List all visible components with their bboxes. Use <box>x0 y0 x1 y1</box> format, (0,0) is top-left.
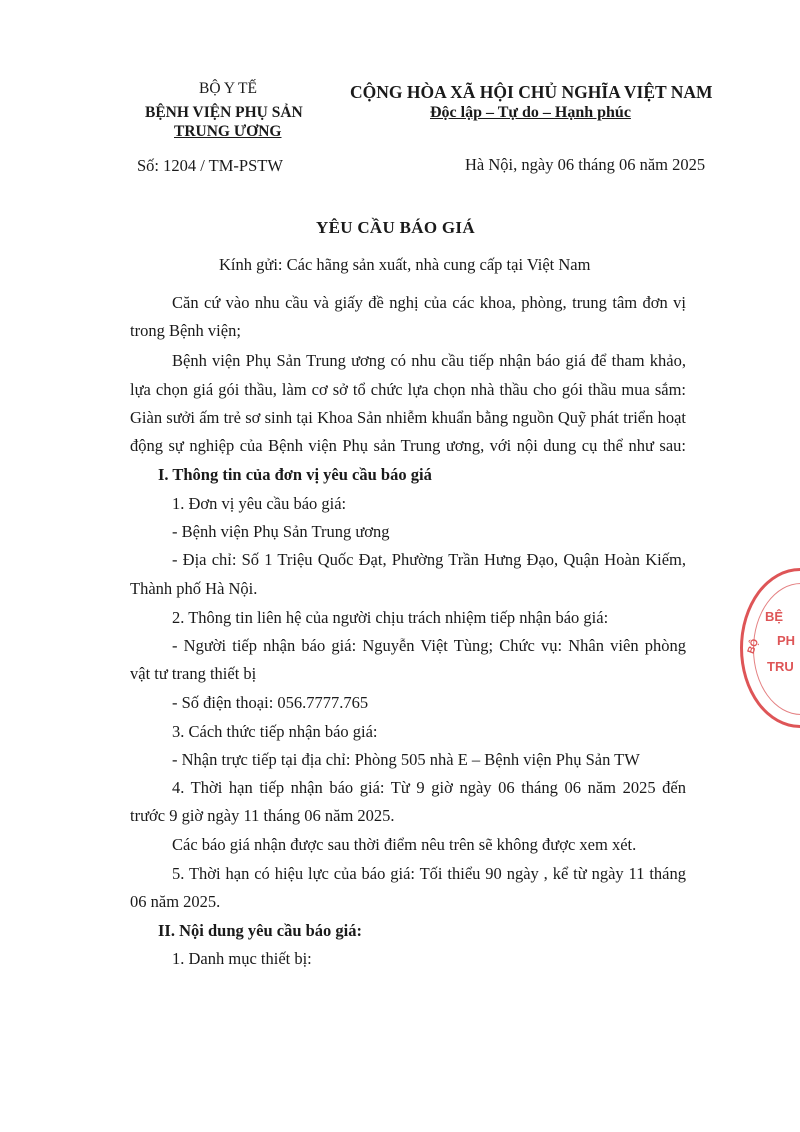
recipient-line: Kính gửi: Các hãng sản xuất, nhà cung cấp tại Việt Nam <box>219 255 591 274</box>
stamp-text-bottom: TRU <box>767 659 794 674</box>
document-number: Số: 1204 / TM-PSTW <box>137 156 283 175</box>
paragraph-1-line-1: Căn cứ vào nhu cầu và giấy đề nghị của các khoa, phòng, trung tâm đơn vị <box>172 293 686 312</box>
section-1-heading: I. Thông tin của đơn vị yêu cầu báo giá <box>158 465 432 484</box>
place-date: Hà Nội, ngày 06 tháng 06 năm 2025 <box>465 155 706 174</box>
paragraph-2-line-1: Bệnh viện Phụ Sản Trung ương có nhu cầu tiếp nhận báo giá để tham khảo, <box>172 351 686 370</box>
stamp-text-top: BỆ <box>765 609 784 624</box>
national-motto: Độc lập – Tự do – Hạnh phúc <box>430 104 631 121</box>
paragraph-2-line-3: Giàn sưởi ấm trẻ sơ sinh tại Khoa Sản nhiễm khuẩn bằng nguồn Quỹ phát triển hoạt <box>130 408 686 427</box>
section-1-item-2a-line-2: vật tư trang thiết bị <box>130 664 257 683</box>
section-1-item-3: 3. Cách thức tiếp nhận báo giá: <box>172 722 378 741</box>
paragraph-1-line-2: trong Bệnh viện; <box>130 321 241 340</box>
official-stamp <box>740 568 800 728</box>
section-1-item-1: 1. Đơn vị yêu cầu báo giá: <box>172 494 347 513</box>
section-1-item-4-line-2: trước 9 giờ ngày 11 tháng 06 năm 2025. <box>130 806 395 825</box>
section-1-item-5-line-1: 5. Thời hạn có hiệu lực của báo giá: Tối thiểu 90 ngày , kể từ ngày 11 tháng <box>172 864 686 883</box>
ministry-name: BỘ Y TẾ <box>199 80 257 97</box>
hospital-name-line1: BỆNH VIỆN PHỤ SẢN <box>145 104 303 121</box>
section-1-item-2b: - Số điện thoại: 056.7777.765 <box>172 693 369 712</box>
section-2-heading: II. Nội dung yêu cầu báo giá: <box>158 921 363 940</box>
section-1-item-5-line-2: 06 năm 2025. <box>130 892 221 911</box>
section-1-item-1a: - Bệnh viện Phụ Sản Trung ương <box>172 522 390 541</box>
section-2-item-1: 1. Danh mục thiết bị: <box>172 949 312 968</box>
hospital-name-line2: TRUNG ƯƠNG <box>174 123 282 140</box>
paragraph-2-line-4: động sự nghiệp của Bệnh viện Phụ sản Trung ương, với nội dung cụ thể như sau: <box>130 436 686 455</box>
section-1-item-4-note: Các báo giá nhận được sau thời điểm nêu trên sẽ không được xem xét. <box>172 835 637 854</box>
section-1-item-1b-line-2: Thành phố Hà Nội. <box>130 579 258 598</box>
document-title: YÊU CẦU BÁO GIÁ <box>316 218 475 237</box>
section-1-item-3a: - Nhận trực tiếp tại địa chỉ: Phòng 505 nhà E – Bệnh viện Phụ Sản TW <box>172 750 640 769</box>
paragraph-2-line-2: lựa chọn giá gói thầu, làm cơ sở tổ chức lựa chọn nhà thầu cho gói thầu mua sắm: <box>130 380 686 399</box>
stamp-text-side: BỘ <box>745 637 762 656</box>
republic-title: CỘNG HÒA XÃ HỘI CHỦ NGHĨA VIỆT NAM <box>350 82 713 102</box>
section-1-item-1b-line-1: - Địa chỉ: Số 1 Triệu Quốc Đạt, Phường Trần Hưng Đạo, Quận Hoàn Kiếm, <box>172 550 686 569</box>
section-1-item-2: 2. Thông tin liên hệ của người chịu trách nhiệm tiếp nhận báo giá: <box>172 608 609 627</box>
section-1-item-2a-line-1: - Người tiếp nhận báo giá: Nguyễn Việt Tùng; Chức vụ: Nhân viên phòng <box>172 636 686 655</box>
stamp-text-middle: PH <box>777 633 796 648</box>
section-1-item-4-line-1: 4. Thời hạn tiếp nhận báo giá: Từ 9 giờ ngày 06 tháng 06 năm 2025 đến <box>172 778 686 797</box>
stamp-inner-ring <box>753 583 800 715</box>
